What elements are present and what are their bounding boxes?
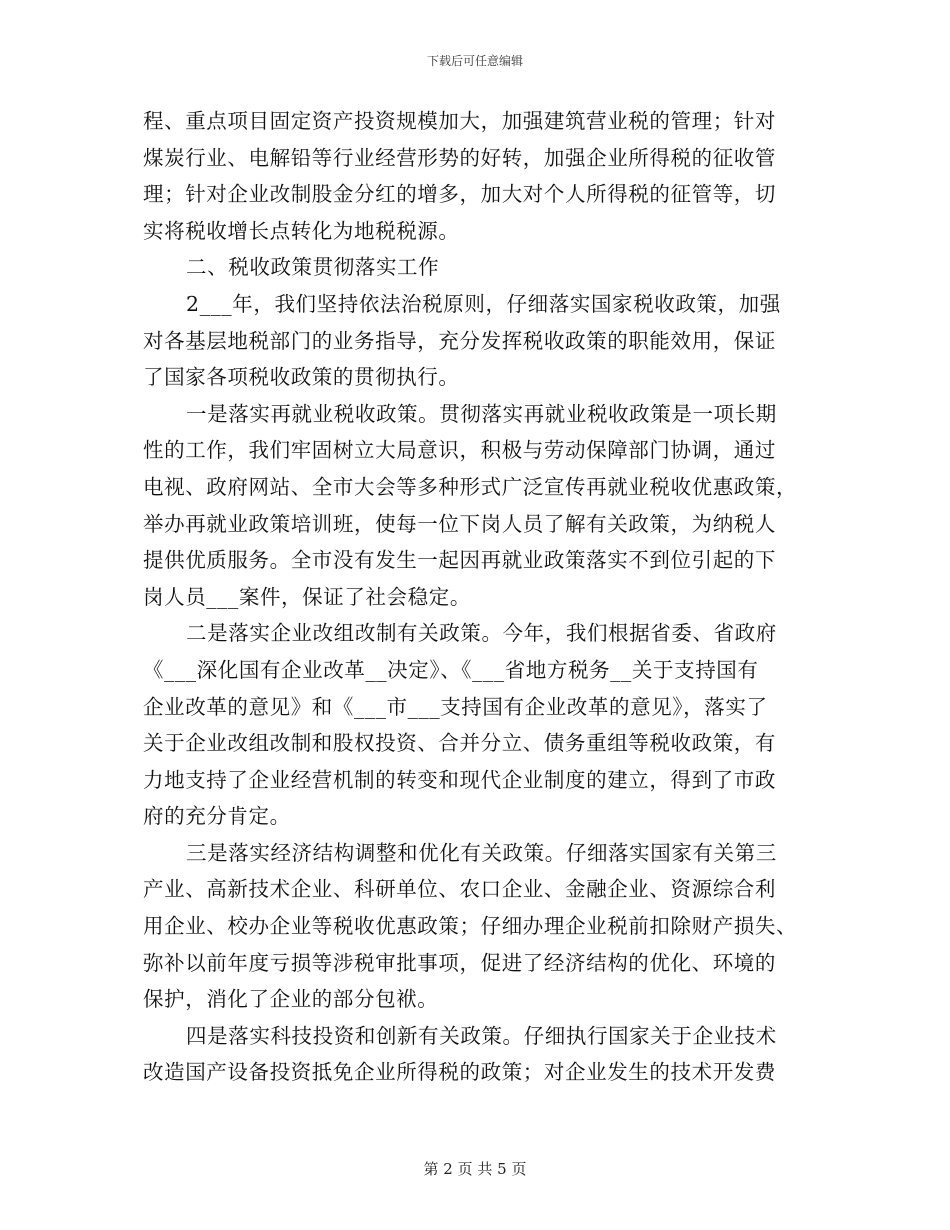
text-line: 岗人员___案件，保证了社会稳定。 — [143, 584, 471, 609]
text-line: 三是落实经济结构调整和优化有关政策。仔细落实国家有关第三 — [186, 840, 777, 865]
text-line: 力地支持了企业经营机制的转变和现代企业制度的建立，得到了市政 — [143, 767, 776, 792]
page-header: 下载后可任意编辑 — [426, 54, 523, 68]
paragraph — [143, 396, 803, 616]
paragraph — [143, 615, 803, 835]
text-line: 企业改革的意见》和《___市___支持国有企业改革的意见》，落实了 — [143, 694, 768, 719]
text-line: 保护，消化了企业的部分包袱。 — [143, 987, 439, 1012]
paragraph — [143, 103, 803, 249]
text-line: 改造国产设备投资抵免企业所得税的政策；对企业发生的技术开发费 — [143, 1060, 776, 1085]
text-line: 用企业、校办企业等税收优惠政策；仔细办理企业税前扣除财产损失、 — [143, 914, 798, 939]
text-line: 电视、政府网站、全市大会等多种形式广泛宣传再就业税收优惠政策， — [143, 474, 798, 499]
text-line: 程、重点项目固定资产投资规模加大，加强建筑营业税的管理；针对 — [143, 109, 776, 133]
text-line: 弥补以前年度亏损等涉税审批事项，促进了经济结构的优化、环境的 — [143, 950, 776, 975]
text-line: 四是落实科技投资和创新有关政策。仔细执行国家关于企业技术 — [186, 1023, 777, 1048]
text-line: 2___年，我们坚持依法治税原则，仔细落实国家税收政策，加强 — [186, 291, 781, 316]
text-line: 提供优质服务。全市没有发生一起因再就业政策落实不到位引起的下 — [143, 548, 776, 573]
paragraph — [143, 835, 803, 1018]
text-line: 二是落实企业改组改制有关政策。今年，我们根据省委、省政府 — [186, 621, 777, 646]
text-line: 对各基层地税部门的业务指导，充分发挥税收政策的职能效用，保证 — [143, 328, 776, 353]
document-body — [143, 103, 803, 1091]
page-number: 第 2 页 共 5 页 — [423, 1160, 527, 1178]
text-line: 实将税收增长点转化为地税税源。 — [143, 218, 460, 243]
text-line: 性的工作，我们牢固树立大局意识，积极与劳动保障部门协调，通过 — [143, 438, 776, 463]
text-line: 煤炭行业、电解铅等行业经营形势的好转，加强企业所得税的征收管 — [143, 145, 776, 170]
text-line: 《___深化国有企业改革__决定》、《___省地方税务__关于支持国有 — [143, 657, 759, 682]
paragraph — [143, 286, 803, 396]
text-line: 关于企业改组改制和股权投资、合并分立、债务重组等税收政策，有 — [143, 731, 776, 756]
text-line: 理；针对企业改制股金分红的增多，加大对个人所得税的征管等，切 — [143, 182, 776, 207]
section-heading — [143, 249, 803, 286]
text-line: 举办再就业政策培训班，使每一位下岗人员了解有关政策，为纳税人 — [143, 511, 776, 536]
paragraph — [143, 1018, 803, 1091]
text-line: 了国家各项税收政策的贯彻执行。 — [143, 365, 460, 390]
text-line: 府的充分肯定。 — [143, 804, 291, 829]
text-line: 产业、高新技术企业、科研单位、农口企业、金融企业、资源综合利 — [143, 877, 776, 902]
text-line: 二、税收政策贯彻落实工作 — [186, 255, 440, 280]
text-line: 一是落实再就业税收政策。贯彻落实再就业税收政策是一项长期 — [186, 401, 777, 426]
